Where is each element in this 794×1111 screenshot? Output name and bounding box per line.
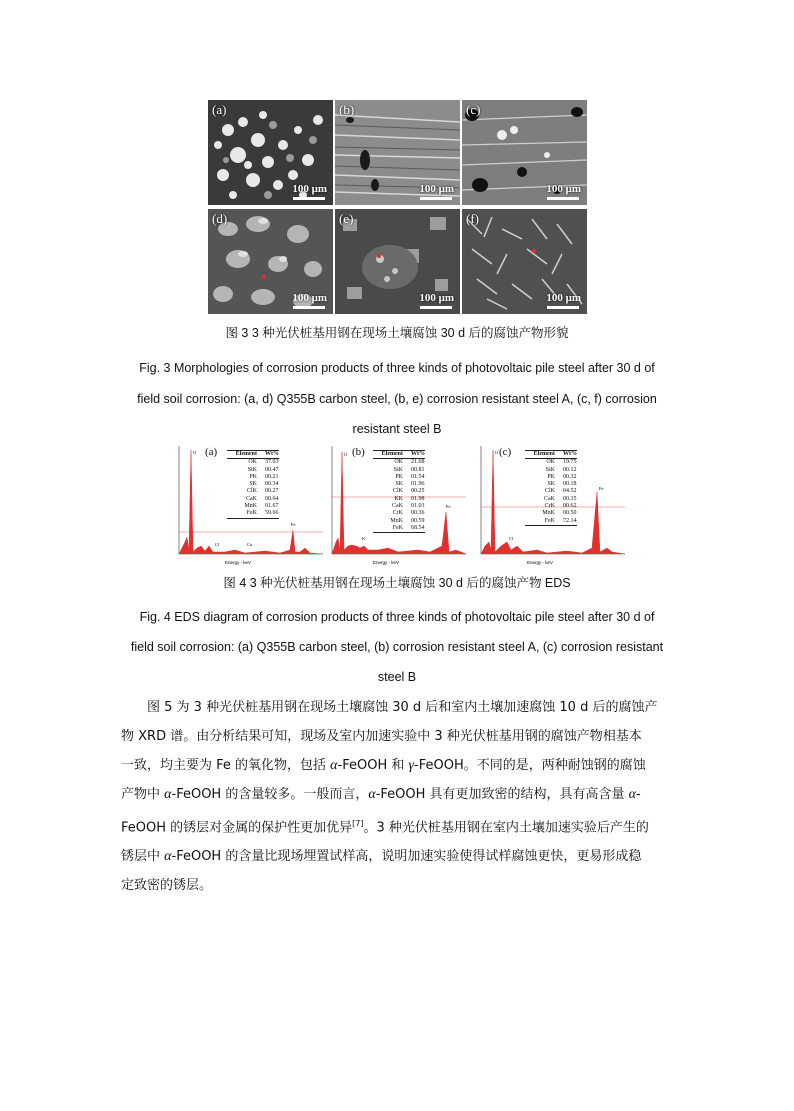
para-line-4: 产物中 α-FeOOH 的含量较多。一般而言，α-FeOOH 具有更加致密的结构，具有高含量 α- xyxy=(121,787,641,802)
x-axis-label: Energy - keV xyxy=(373,560,400,565)
sem-panel-d xyxy=(208,209,333,314)
peak-label: Ca xyxy=(247,542,252,547)
sem-scale-label: 100 μm xyxy=(419,292,454,304)
table-row: FeK 68.54 xyxy=(392,524,425,531)
eds-chart-a xyxy=(165,442,327,567)
x-axis-label: Energy - keV xyxy=(527,560,554,565)
table-row: OK 19.75 xyxy=(546,459,577,466)
table-row: CaK 00.35 xyxy=(544,495,577,502)
sem-panel-b xyxy=(335,100,460,205)
table-row: CaK 01.03 xyxy=(392,503,425,510)
table-row: ClK 00.25 xyxy=(392,488,425,495)
table-row: MnK 00.50 xyxy=(542,510,577,517)
figure3-caption-en-line1: Fig. 3 Morphologies of corrosion products of three kinds of photovoltaic pile steel after 30 d of xyxy=(139,361,655,375)
sem-panel-label: (d) xyxy=(212,211,228,226)
table-row: SK 01.96 xyxy=(395,481,425,488)
peak-label: Cl xyxy=(215,542,220,547)
eds-table-a: Element Wt% OK 37.03 SiK 00.47 PK 00.21 SK 00.34 ClK 00.27 CaK 00.64 MnK 01.67 FeK 59.66 xyxy=(227,450,279,519)
table-row: SiK 00.47 xyxy=(247,466,279,473)
eds-panel-label: (a) xyxy=(205,446,218,458)
para-line-6: 锈层中 α-FeOOH 的含量比现场埋置试样高，说明加速实验使得试样腐蚀更快，更易形成稳 xyxy=(121,849,642,865)
para-line-5: FeOOH 的锈层对金属的保护性更加优异[7]。3 种光伏桩基用钢在室内土壤加速实验后产生的 xyxy=(121,819,649,836)
sem-scale-label: 100 μm xyxy=(546,292,581,304)
para-line-7: 定致密的锈层。 xyxy=(121,878,213,894)
eds-panel-label: (b) xyxy=(352,446,365,458)
peak-label: O xyxy=(495,450,499,455)
table-row: FeK 72.14 xyxy=(544,517,577,524)
table-row: SK 00.18 xyxy=(547,481,577,488)
sem-panel-label: (c) xyxy=(466,102,481,117)
para-line-1: 图 5 为 3 种光伏桩基用钢在现场土壤腐蚀 30 d 后和室内土壤加速腐蚀 10 d 后的腐蚀产 xyxy=(147,700,658,715)
peak-label: Fe xyxy=(599,486,604,491)
sem-scale-label: 100 μm xyxy=(292,292,327,304)
peak-label: O xyxy=(193,450,197,455)
peak-label: Fe xyxy=(446,504,451,509)
figure4-caption-cn: 图 4 3 种光伏桩基用钢在现场土壤腐蚀 30 d 后的腐蚀产物 EDS xyxy=(223,576,571,590)
table-row: ClK 04.52 xyxy=(544,488,577,495)
figure4-caption-en-line3: steel B xyxy=(377,670,417,684)
sem-scale-bar xyxy=(547,197,579,200)
sem-scale-bar xyxy=(293,306,325,309)
eds-chart-c xyxy=(467,442,629,567)
table-row: OK 21.68 xyxy=(394,459,425,466)
table-row: CaK 00.64 xyxy=(246,495,279,502)
table-row: MnK 00.59 xyxy=(390,517,425,524)
figure4-caption-en-line1: Fig. 4 EDS diagram of corrosion products of three kinds of photovoltaic pile steel after 30 d of xyxy=(139,610,655,624)
peak-label: O xyxy=(344,452,348,457)
figure4-caption-en-line2: field soil corrosion: (a) Q355B carbon steel, (b) corrosion resistant steel A, (c) corrosion resistant xyxy=(130,640,664,654)
table-row: CrK 00.62 xyxy=(544,503,577,510)
sem-panel-label: (b) xyxy=(339,102,355,117)
sem-panel-label: (a) xyxy=(212,102,227,117)
figure3-caption-en-line3: resistant steel B xyxy=(352,422,442,436)
sem-scale-label: 100 μm xyxy=(419,183,454,195)
table-row: MnK 01.67 xyxy=(244,503,279,510)
peak-label: Fe xyxy=(291,522,296,527)
sem-scale-bar xyxy=(547,306,579,309)
sem-scale-bar xyxy=(420,306,452,309)
sem-scale-label: 100 μm xyxy=(546,183,581,195)
sem-panel-label: (f) xyxy=(466,211,479,226)
sem-panel-a xyxy=(208,100,333,205)
table-row: SiK 00.81 xyxy=(393,466,425,473)
sem-scale-label: 100 μm xyxy=(292,183,327,195)
table-row: PK 00.32 xyxy=(547,473,577,480)
table-row: KK 01.98 xyxy=(394,495,425,502)
figure3-sem-grid xyxy=(208,100,586,314)
sem-panel-label: (e) xyxy=(339,211,354,226)
para-line-3: 一致，均主要为 Fe 的氧化物，包括 α-FeOOH 和 γ-FeOOH。不同的是，两种耐蚀钢的腐蚀 xyxy=(121,758,646,773)
eds-panel-label: (c) xyxy=(499,446,512,458)
table-row: FeK 59.66 xyxy=(246,510,279,517)
peak-label: K xyxy=(362,536,366,541)
table-row: SK 00.34 xyxy=(249,481,279,488)
peak-label: Cl xyxy=(509,536,514,541)
sem-scale-bar xyxy=(293,197,325,200)
sem-scale-bar xyxy=(420,197,452,200)
eds-table-c: Element Wt% OK 19.75 SiK 00.12 PK 00.32 SK 00.18 ClK 04.52 CaK 00.35 CrK 00.62 MnK 00.50 FeK 72.14 xyxy=(525,450,577,526)
table-row: PK 00.21 xyxy=(249,473,279,480)
figure3-caption-cn: 图 3 3 种光伏桩基用钢在现场土壤腐蚀 30 d 后的腐蚀产物形貌 xyxy=(225,326,569,340)
para-line-2: 物 XRD 谱。由分析结果可知，现场及室内加速实验中 3 种光伏桩基用钢的腐蚀产物相基本 xyxy=(121,729,642,744)
table-row: ClK 00.27 xyxy=(246,488,279,495)
x-axis-label: Energy - keV xyxy=(225,560,252,565)
table-row: SiK 00.12 xyxy=(545,466,577,473)
eds-table-b: Element Wt% OK 21.68 SiK 00.81 PK 01.54 SK 01.96 ClK 00.25 KK 01.98 CaK 01.03 CrK 00.36 MnK 00.59 FeK 68.54 xyxy=(373,450,425,533)
sem-panel-e xyxy=(335,209,460,314)
sem-panel-c xyxy=(462,100,587,205)
table-row: OK 37.03 xyxy=(248,459,279,466)
table-row: CrK 00.36 xyxy=(392,510,425,517)
body-paragraph xyxy=(121,693,676,900)
figure3-caption-en-line2: field soil corrosion: (a, d) Q355B carbon steel, (b, e) corrosion resistant steel A, (c, f) corrosion xyxy=(137,392,657,406)
table-row: PK 01.54 xyxy=(395,473,425,480)
sem-panel-f xyxy=(462,209,587,314)
eds-chart-b xyxy=(318,442,470,567)
